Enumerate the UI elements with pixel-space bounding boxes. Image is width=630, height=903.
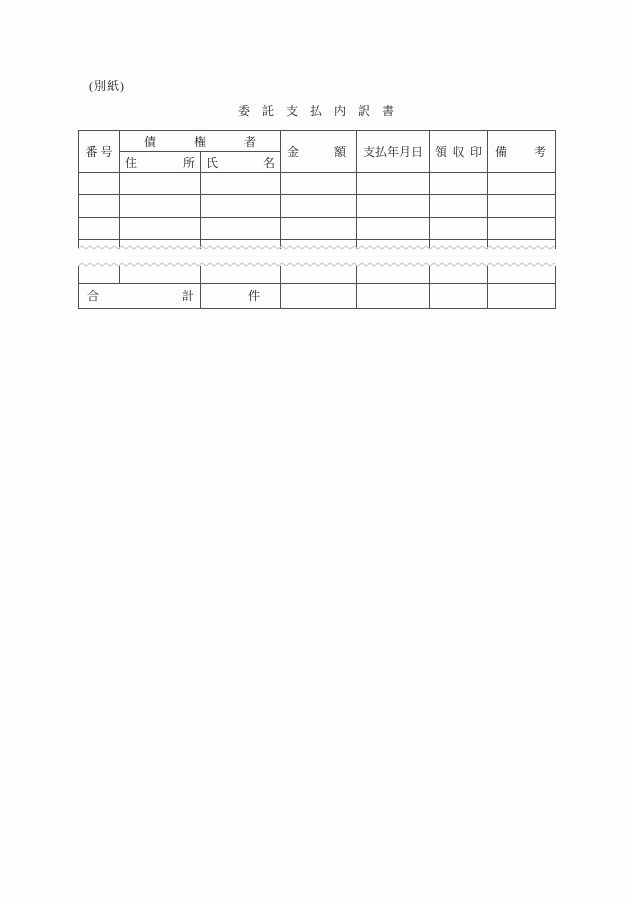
total-row bbox=[79, 283, 556, 308]
empty-cell bbox=[281, 218, 357, 240]
empty-cell bbox=[430, 266, 488, 283]
col-header-payment-date: 支払年月日 bbox=[357, 131, 430, 173]
table-row bbox=[79, 173, 556, 195]
empty-cell bbox=[488, 195, 556, 218]
empty-cell bbox=[488, 218, 556, 240]
empty-cell bbox=[281, 266, 357, 283]
col-header-creditor: 債 権 者 bbox=[120, 131, 281, 152]
header-row-1 bbox=[79, 131, 556, 152]
empty-cell bbox=[430, 173, 488, 195]
empty-cell bbox=[201, 195, 281, 218]
empty-cell bbox=[281, 173, 357, 195]
empty-cell bbox=[430, 195, 488, 218]
empty-cell bbox=[79, 195, 120, 218]
empty-cell bbox=[79, 173, 120, 195]
empty-cell bbox=[281, 195, 357, 218]
empty-cell bbox=[201, 218, 281, 240]
payment-breakdown-table-upper bbox=[78, 130, 556, 249]
col-header-name: 氏 名 bbox=[201, 152, 281, 173]
empty-cell bbox=[357, 173, 430, 195]
empty-cell bbox=[357, 266, 430, 283]
document-title: 委 託 支 払 内 訳 書 bbox=[237, 104, 394, 118]
empty-cell bbox=[79, 266, 120, 283]
table-row bbox=[79, 195, 556, 218]
empty-cell bbox=[281, 283, 357, 308]
empty-cell bbox=[430, 218, 488, 240]
tear-line-top bbox=[78, 244, 555, 251]
empty-cell bbox=[430, 283, 488, 308]
attachment-note: (別紙) bbox=[89, 79, 125, 93]
empty-cell bbox=[120, 266, 201, 283]
empty-cell bbox=[488, 173, 556, 195]
table-row-torn bbox=[79, 266, 556, 283]
col-header-number: 番 号 bbox=[79, 131, 120, 173]
empty-cell bbox=[120, 195, 201, 218]
empty-cell bbox=[488, 283, 556, 308]
payment-breakdown-table-lower bbox=[78, 266, 556, 309]
empty-cell bbox=[357, 195, 430, 218]
empty-cell bbox=[357, 283, 430, 308]
empty-cell bbox=[201, 173, 281, 195]
empty-cell bbox=[120, 173, 201, 195]
total-unit-cell: 件 bbox=[201, 283, 281, 308]
empty-cell bbox=[201, 266, 281, 283]
total-label-cell: 合 計 bbox=[79, 283, 201, 308]
col-header-receipt-stamp: 領 収 印 bbox=[430, 131, 488, 173]
table-row bbox=[79, 218, 556, 240]
col-header-amount: 金 額 bbox=[281, 131, 357, 173]
col-header-remarks: 備 考 bbox=[488, 131, 556, 173]
empty-cell bbox=[79, 218, 120, 240]
empty-cell bbox=[488, 266, 556, 283]
empty-cell bbox=[357, 218, 430, 240]
col-header-address: 住 所 bbox=[120, 152, 201, 173]
empty-cell bbox=[120, 218, 201, 240]
